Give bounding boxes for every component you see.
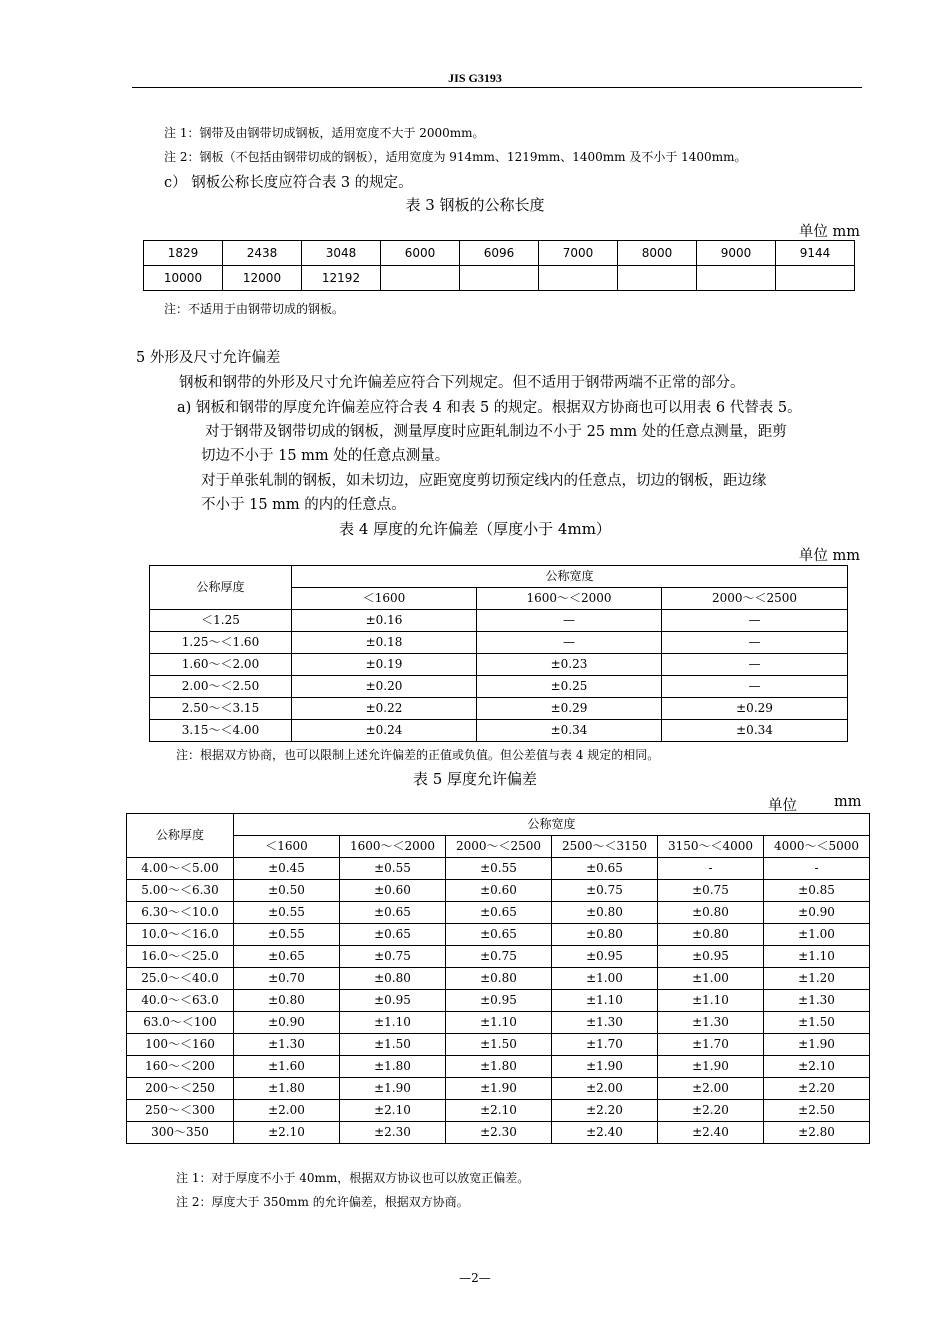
table-cell: ±0.25 xyxy=(477,676,662,698)
table-row xyxy=(127,1012,870,1034)
table-cell: ±0.34 xyxy=(662,720,848,742)
table-cell: ±0.55 xyxy=(340,858,446,880)
table3 xyxy=(143,240,855,291)
row-label: 16.0～＜25.0 xyxy=(127,946,234,968)
table-row xyxy=(144,241,855,266)
table-cell: ±2.10 xyxy=(340,1100,446,1122)
table-cell: ±0.34 xyxy=(477,720,662,742)
table-cell: ±0.65 xyxy=(552,858,658,880)
table-cell: ±1.90 xyxy=(446,1078,552,1100)
table-cell: ±0.45 xyxy=(234,858,340,880)
table-cell: ±0.19 xyxy=(292,654,477,676)
section5-line-2: a) 钢板和钢带的厚度允许偏差应符合表 4 和表 5 的规定。根据双方协商也可以用表 6 代替表 5。 xyxy=(177,400,802,416)
table5-note-2: 注 2：厚度大于 350mm 的允许偏差，根据双方协商。 xyxy=(176,1195,469,1209)
header-rule xyxy=(132,87,862,88)
table-row xyxy=(127,968,870,990)
table-cell: ±0.70 xyxy=(234,968,340,990)
table3-note: 注：不适用于由钢带切成的钢板。 xyxy=(164,302,345,316)
table-cell: ±0.23 xyxy=(477,654,662,676)
row-label: 1.25～＜1.60 xyxy=(150,632,292,654)
table-cell: ±2.00 xyxy=(552,1078,658,1100)
table-cell: ±1.10 xyxy=(446,1012,552,1034)
column-header: 4000～＜5000 xyxy=(764,836,870,858)
table-cell: ±1.50 xyxy=(340,1034,446,1056)
table-cell: ±1.50 xyxy=(764,1012,870,1034)
row-label: ＜1.25 xyxy=(150,610,292,632)
table-cell: ±1.80 xyxy=(340,1056,446,1078)
column-header: 2000～＜2500 xyxy=(662,588,848,610)
table-row xyxy=(150,676,848,698)
row-label: 160～＜200 xyxy=(127,1056,234,1078)
table-cell: ±0.75 xyxy=(446,946,552,968)
table4-note: 注：根据双方协商，也可以限制上述允许偏差的正值或负值。但公差值与表 4 规定的相同。 xyxy=(176,748,660,762)
table-cell: ±0.55 xyxy=(234,902,340,924)
table-cell: ±1.90 xyxy=(340,1078,446,1100)
row-label: 100～＜160 xyxy=(127,1034,234,1056)
table-cell: ±0.18 xyxy=(292,632,477,654)
table-cell: ±1.50 xyxy=(446,1034,552,1056)
table-cell: ±0.29 xyxy=(662,698,848,720)
table-cell: ±0.75 xyxy=(552,880,658,902)
section5-heading: 5 外形及尺寸允许偏差 xyxy=(136,350,281,366)
table-cell: ±1.90 xyxy=(552,1056,658,1078)
table-cell xyxy=(381,266,460,291)
row-label: 1.60～＜2.00 xyxy=(150,654,292,676)
section5-line-4: 切边不小于 15 mm 处的任意点测量。 xyxy=(201,448,450,464)
table-cell: ±1.10 xyxy=(552,990,658,1012)
table-cell: ±0.95 xyxy=(552,946,658,968)
table-cell: ±1.70 xyxy=(658,1034,764,1056)
table-cell: ±2.00 xyxy=(234,1100,340,1122)
table-cell: ±2.00 xyxy=(658,1078,764,1100)
table-cell: 6000 xyxy=(381,241,460,266)
note-2-top: 注 2：钢板（不包括由钢带切成的钢板），适用宽度为 914mm、1219mm、1400mm 及不小于 1400mm。 xyxy=(164,150,747,164)
table-row xyxy=(127,1078,870,1100)
row-label: 6.30～＜10.0 xyxy=(127,902,234,924)
table-row xyxy=(127,946,870,968)
column-header: 1600～＜2000 xyxy=(340,836,446,858)
row-label: 250～＜300 xyxy=(127,1100,234,1122)
table-cell: 12000 xyxy=(223,266,302,291)
table5 xyxy=(126,813,870,1144)
table-row xyxy=(127,1100,870,1122)
table-cell: — xyxy=(662,654,848,676)
table-row xyxy=(127,1122,870,1144)
row-label: 4.00～＜5.00 xyxy=(127,858,234,880)
table-cell: 2438 xyxy=(223,241,302,266)
table-cell: ±0.80 xyxy=(234,990,340,1012)
column-header: 2000～＜2500 xyxy=(446,836,552,858)
section5-line-5: 对于单张轧制的钢板，如未切边，应距宽度剪切预定线内的任意点，切边的钢板，距边缘 xyxy=(201,473,767,489)
row-label: 25.0～＜40.0 xyxy=(127,968,234,990)
table-cell: ±2.20 xyxy=(764,1078,870,1100)
table-cell: ±1.70 xyxy=(552,1034,658,1056)
section5-line-3: 对于钢带及钢带切成的钢板，测量厚度时应距轧制边不小于 25 mm 处的任意点测量，距剪 xyxy=(205,424,787,440)
table5-unit-label: 单位 xyxy=(768,798,797,814)
table-cell: ±0.55 xyxy=(234,924,340,946)
table-cell xyxy=(618,266,697,291)
table-cell: ±1.30 xyxy=(552,1012,658,1034)
table-cell xyxy=(539,266,618,291)
table-cell: — xyxy=(477,632,662,654)
table5-unit: mm xyxy=(834,794,862,810)
table-cell xyxy=(776,266,855,291)
table-cell: ±0.65 xyxy=(446,924,552,946)
section5-line-6: 不小于 15 mm 的内的任意点。 xyxy=(201,497,406,513)
table-cell: ±0.60 xyxy=(340,880,446,902)
column-header: 2500～＜3150 xyxy=(552,836,658,858)
row-label: 63.0～＜100 xyxy=(127,1012,234,1034)
table-cell: 9144 xyxy=(776,241,855,266)
table-cell: ±0.75 xyxy=(658,880,764,902)
table-row xyxy=(127,1034,870,1056)
table-cell: ±0.50 xyxy=(234,880,340,902)
table4-unit: 单位 mm xyxy=(798,548,860,564)
table-cell: ±0.80 xyxy=(552,902,658,924)
row-label: 10.0～＜16.0 xyxy=(127,924,234,946)
table-row xyxy=(127,1056,870,1078)
table-cell: ±0.65 xyxy=(340,924,446,946)
table-cell: ±2.10 xyxy=(446,1100,552,1122)
table-cell: ±2.10 xyxy=(234,1122,340,1144)
table-cell: ±0.90 xyxy=(764,902,870,924)
table-cell: ±1.10 xyxy=(340,1012,446,1034)
table-row xyxy=(127,990,870,1012)
row-label: 200～＜250 xyxy=(127,1078,234,1100)
table-cell: ±2.40 xyxy=(552,1122,658,1144)
table-cell: 12192 xyxy=(302,266,381,291)
table-cell: ±0.65 xyxy=(340,902,446,924)
column-header: ＜1600 xyxy=(234,836,340,858)
table-cell: ±0.80 xyxy=(340,968,446,990)
table-cell xyxy=(460,266,539,291)
table4-caption: 表 4 厚度的允许偏差（厚度小于 4mm） xyxy=(339,520,611,538)
table-cell: ±0.65 xyxy=(446,902,552,924)
table5-group-header: 公称宽度 xyxy=(234,814,870,836)
table-cell: ±0.95 xyxy=(658,946,764,968)
table-cell: — xyxy=(662,610,848,632)
table-cell: ±2.50 xyxy=(764,1100,870,1122)
table-cell: ±1.30 xyxy=(764,990,870,1012)
table-cell: ±1.00 xyxy=(764,924,870,946)
row-label: 2.50～＜3.15 xyxy=(150,698,292,720)
table-cell: - xyxy=(658,858,764,880)
column-header: ＜1600 xyxy=(292,588,477,610)
row-label: 300～350 xyxy=(127,1122,234,1144)
table3-caption: 表 3 钢板的公称长度 xyxy=(405,196,545,214)
table-row xyxy=(127,924,870,946)
table4-group-header: 公称宽度 xyxy=(292,566,848,588)
table-cell: ±1.30 xyxy=(658,1012,764,1034)
table-cell: ±2.30 xyxy=(340,1122,446,1144)
table-cell: ±1.00 xyxy=(552,968,658,990)
page-header-standard: JIS G3193 xyxy=(448,71,502,85)
table-cell: ±0.20 xyxy=(292,676,477,698)
note-1-top: 注 1：钢带及由钢带切成钢板，适用宽度不大于 2000mm。 xyxy=(164,126,485,140)
row-label: 40.0～＜63.0 xyxy=(127,990,234,1012)
page-number: —2— xyxy=(459,1271,491,1285)
table-row xyxy=(127,880,870,902)
table-cell: ±2.20 xyxy=(658,1100,764,1122)
table-cell: ±0.90 xyxy=(234,1012,340,1034)
table-cell: - xyxy=(764,858,870,880)
table-cell: ±0.80 xyxy=(552,924,658,946)
table-cell: ±0.24 xyxy=(292,720,477,742)
table-cell: — xyxy=(662,632,848,654)
table-cell: ±1.80 xyxy=(446,1056,552,1078)
table-row xyxy=(150,698,848,720)
table-cell: 8000 xyxy=(618,241,697,266)
table-row xyxy=(150,654,848,676)
table-cell: ±2.10 xyxy=(764,1056,870,1078)
section5-line-1: 钢板和钢带的外形及尺寸允许偏差应符合下列规定。但不适用于钢带两端不正常的部分。 xyxy=(179,375,745,391)
table-cell: ±1.20 xyxy=(764,968,870,990)
table-cell: ±2.30 xyxy=(446,1122,552,1144)
table-cell: 6096 xyxy=(460,241,539,266)
table-cell: ±1.90 xyxy=(764,1034,870,1056)
table-cell: ±2.40 xyxy=(658,1122,764,1144)
table4 xyxy=(149,565,848,742)
table3-unit: 单位 mm xyxy=(798,224,860,240)
table-cell: ±0.80 xyxy=(658,924,764,946)
row-label: 2.00～＜2.50 xyxy=(150,676,292,698)
table-cell: ±0.95 xyxy=(446,990,552,1012)
row-label: 5.00～＜6.30 xyxy=(127,880,234,902)
table-cell: ±0.80 xyxy=(658,902,764,924)
table-cell: ±1.90 xyxy=(658,1056,764,1078)
table5-caption: 表 5 厚度允许偏差 xyxy=(412,770,538,788)
row-label: 3.15～＜4.00 xyxy=(150,720,292,742)
table-cell: ±0.95 xyxy=(340,990,446,1012)
table-cell: ±0.29 xyxy=(477,698,662,720)
table-cell: ±0.85 xyxy=(764,880,870,902)
item-c: c） 钢板公称长度应符合表 3 的规定。 xyxy=(164,175,413,191)
table-cell: ±1.30 xyxy=(234,1034,340,1056)
table-row xyxy=(150,610,848,632)
table-cell: ±0.55 xyxy=(446,858,552,880)
table-cell: ±1.00 xyxy=(658,968,764,990)
table5-row-header: 公称厚度 xyxy=(127,814,234,858)
table-cell: ±1.60 xyxy=(234,1056,340,1078)
table-cell: ±0.65 xyxy=(234,946,340,968)
table-cell: 7000 xyxy=(539,241,618,266)
table-cell: ±2.80 xyxy=(764,1122,870,1144)
table-row xyxy=(150,720,848,742)
table-cell: ±1.10 xyxy=(658,990,764,1012)
table-row xyxy=(127,902,870,924)
table-cell: ±1.10 xyxy=(764,946,870,968)
table-cell: 10000 xyxy=(144,266,223,291)
table-cell: 3048 xyxy=(302,241,381,266)
table-cell xyxy=(697,266,776,291)
table-cell: ±2.20 xyxy=(552,1100,658,1122)
table-row xyxy=(127,858,870,880)
table-cell: ±0.75 xyxy=(340,946,446,968)
table-cell: ±0.80 xyxy=(446,968,552,990)
table-cell: ±0.16 xyxy=(292,610,477,632)
table-cell: — xyxy=(662,676,848,698)
table4-row-header: 公称厚度 xyxy=(150,566,292,610)
table5-note-1: 注 1：对于厚度不小于 40mm，根据双方协议也可以放宽正偏差。 xyxy=(176,1171,530,1185)
table-cell: ±1.80 xyxy=(234,1078,340,1100)
table-cell: 9000 xyxy=(697,241,776,266)
table-cell: ±0.22 xyxy=(292,698,477,720)
column-header: 1600～＜2000 xyxy=(477,588,662,610)
table-cell: ±0.60 xyxy=(446,880,552,902)
column-header: 3150～＜4000 xyxy=(658,836,764,858)
table-row xyxy=(144,266,855,291)
table-row xyxy=(150,632,848,654)
table-cell: — xyxy=(477,610,662,632)
table-cell: 1829 xyxy=(144,241,223,266)
